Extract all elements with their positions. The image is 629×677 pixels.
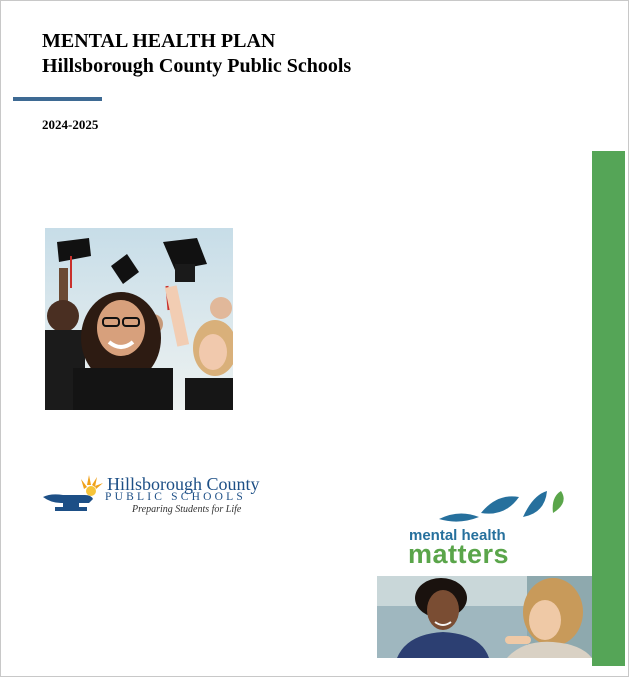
hcps-name: Hillsborough County xyxy=(107,474,260,494)
lamp-of-learning-icon xyxy=(41,471,111,519)
page-title xyxy=(42,29,351,79)
hcps-subname: PUBLIC SCHOOLS xyxy=(105,491,246,503)
title-line-2: Hillsborough County Public Schools xyxy=(42,55,352,77)
leaf-icon xyxy=(377,489,589,529)
hcps-tagline: Preparing Students for Life xyxy=(132,504,242,515)
title-line-1: MENTAL HEALTH PLAN xyxy=(42,30,276,52)
green-side-bar xyxy=(592,151,625,666)
mhm-line-1: mental health xyxy=(409,527,506,544)
nurse-student-photo xyxy=(377,576,592,658)
graduates-photo xyxy=(45,228,233,410)
title-accent-rule xyxy=(13,97,102,101)
school-year: 2024-2025 xyxy=(42,117,99,132)
mhm-line-2: matters xyxy=(408,539,510,569)
